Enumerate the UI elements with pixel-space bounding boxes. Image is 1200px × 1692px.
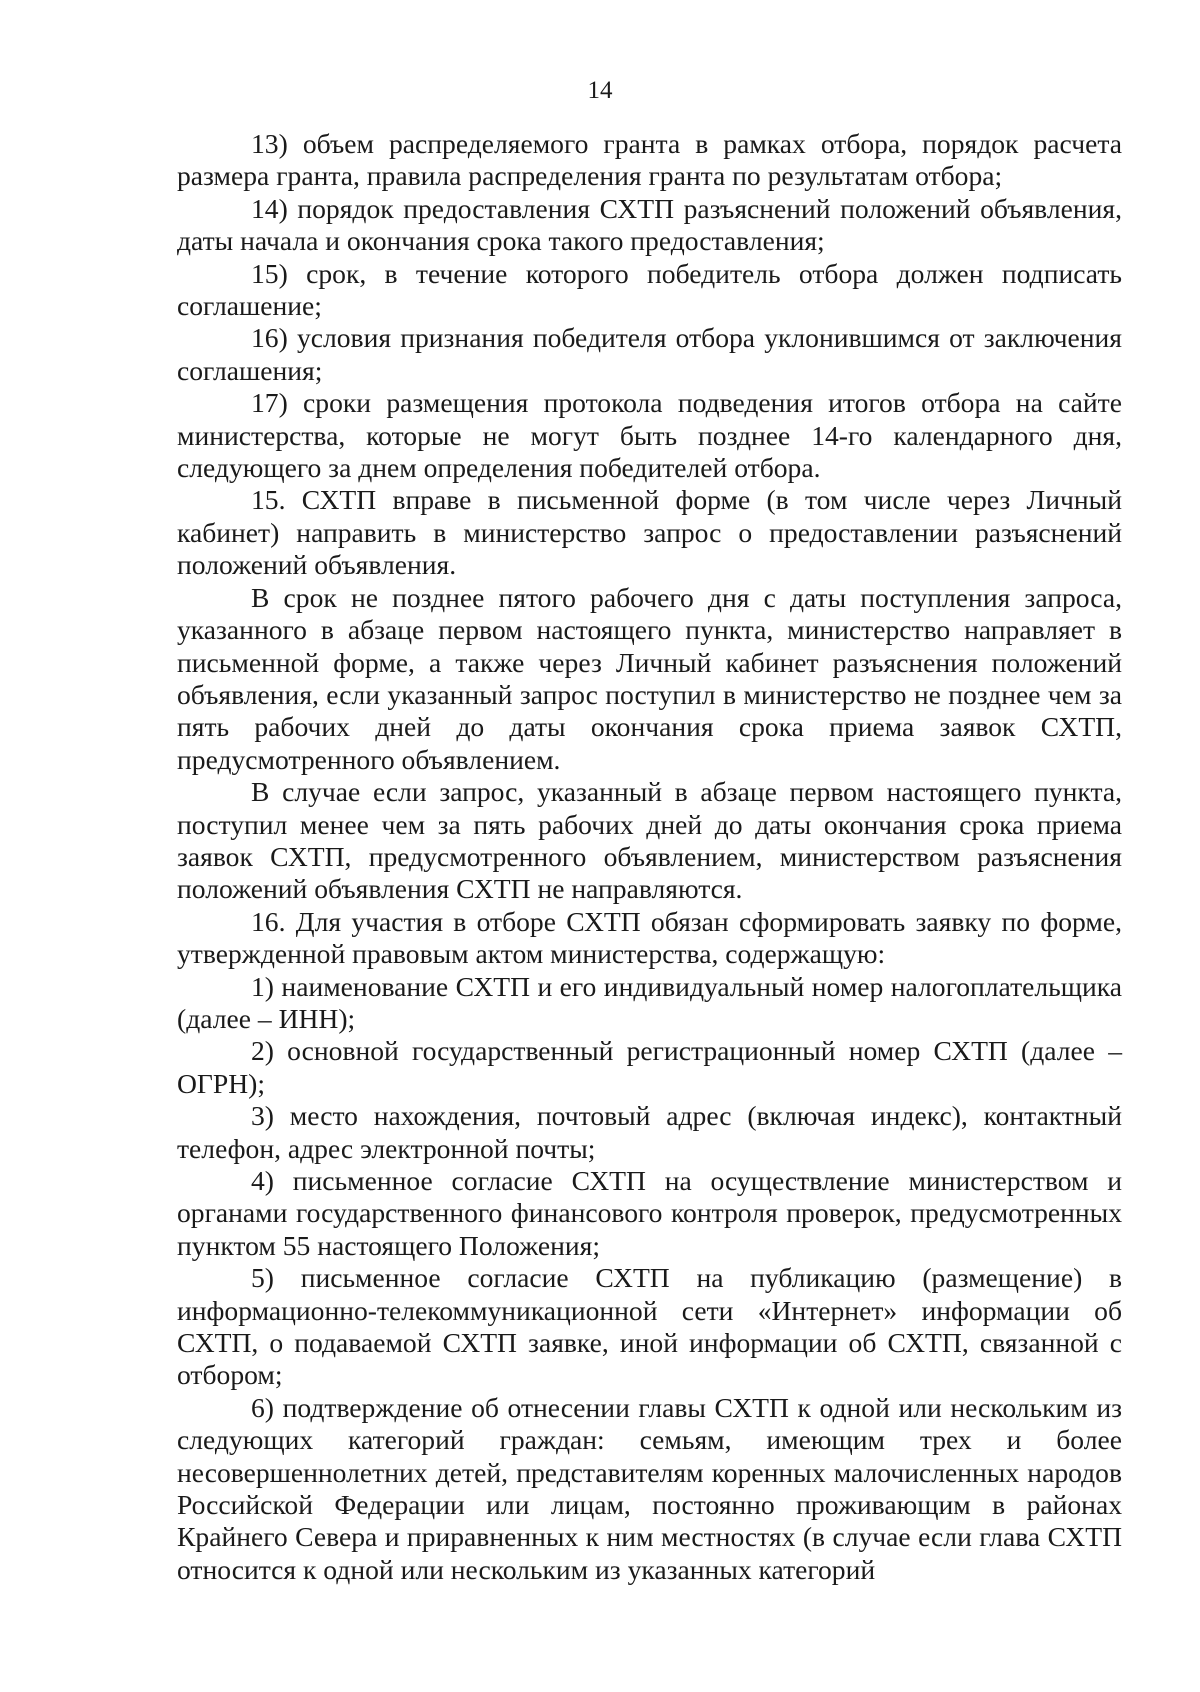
paragraph-item-17: 17) сроки размещения протокола подведения итогов отбора на сайте министерства, которые не могут быть позднее 14-го календарного дня, следующего за днем определения победителей отбора. — [177, 387, 1122, 484]
application-item-2: 2) основной государственный регистрационный номер СХТП (далее – ОГРН); — [177, 1035, 1122, 1099]
application-item-3: 3) место нахождения, почтовый адрес (включая индекс), контактный телефон, адрес электронной почты; — [177, 1100, 1122, 1164]
paragraph-item-14: 14) порядок предоставления СХТП разъяснений положений объявления, даты начала и окончания срока такого предоставления; — [177, 192, 1122, 257]
application-item-5: 5) письменное согласие СХТП на публикацию (размещение) в информационно-телекоммуникационной сети «Интернет» информации об СХТП, о подаваемой СХТП заявке, иной информации об СХТП, связанной с отбором; — [177, 1262, 1122, 1391]
clause-15-paragraph-3: В случае если запрос, указанный в абзаце первом настоящего пункта, поступил менее чем за пять рабочих дней до даты окончания срока приема заявок СХТП, предусмотренного объявлением, министерством разъяснения положений объявления СХТП не направляются. — [177, 776, 1122, 905]
page-number: 14 — [587, 77, 613, 104]
clause-15: 15. СХТП вправе в письменной форме (в том числе через Личный кабинет) направить в министерство запрос о предоставлении разъяснений положений объявления. — [177, 484, 1122, 581]
clause-16: 16. Для участия в отборе СХТП обязан сформировать заявку по форме, утвержденной правовым актом министерства, содержащую: — [177, 905, 1122, 970]
application-item-6: 6) подтверждение об отнесении главы СХТП к одной или нескольким из следующих категорий граждан: семьям, имеющим трех и более несовершеннолетних детей, представителям коренных малочисленных народов Российской Федерации или лицам, постоянно проживающим в районах Крайнего Севера и приравненных к ним местностях (в случае если глава СХТП относится к одной или нескольким из указанных категорий — [177, 1391, 1122, 1585]
clause-15-paragraph-2: В срок не позднее пятого рабочего дня с даты поступления запроса, указанного в абзаце первом настоящего пункта, министерство направляет в письменной форме, а также через Личный кабинет разъяснения положений объявления, если указанный запрос поступил в министерство не позднее чем за пять рабочих дней до даты окончания срока приема заявок СХТП, предусмотренного объявлением. — [177, 581, 1122, 775]
paragraph-item-16: 16) условия признания победителя отбора уклонившимся от заключения соглашения; — [177, 322, 1122, 386]
paragraph-item-13: 13) объем распределяемого гранта в рамках отбора, порядок расчета размера гранта, правила распределения гранта по результатам отбора; — [177, 128, 1122, 192]
application-item-4: 4) письменное согласие СХТП на осуществление министерством и органами государственного финансового контроля проверок, предусмотренных пунктом 55 настоящего Положения; — [177, 1165, 1122, 1261]
document-body — [177, 128, 1122, 1586]
application-item-1: 1) наименование СХТП и его индивидуальный номер налогоплательщика (далее – ИНН); — [177, 970, 1122, 1034]
paragraph-item-15: 15) срок, в течение которого победитель отбора должен подписать соглашение; — [177, 257, 1122, 322]
